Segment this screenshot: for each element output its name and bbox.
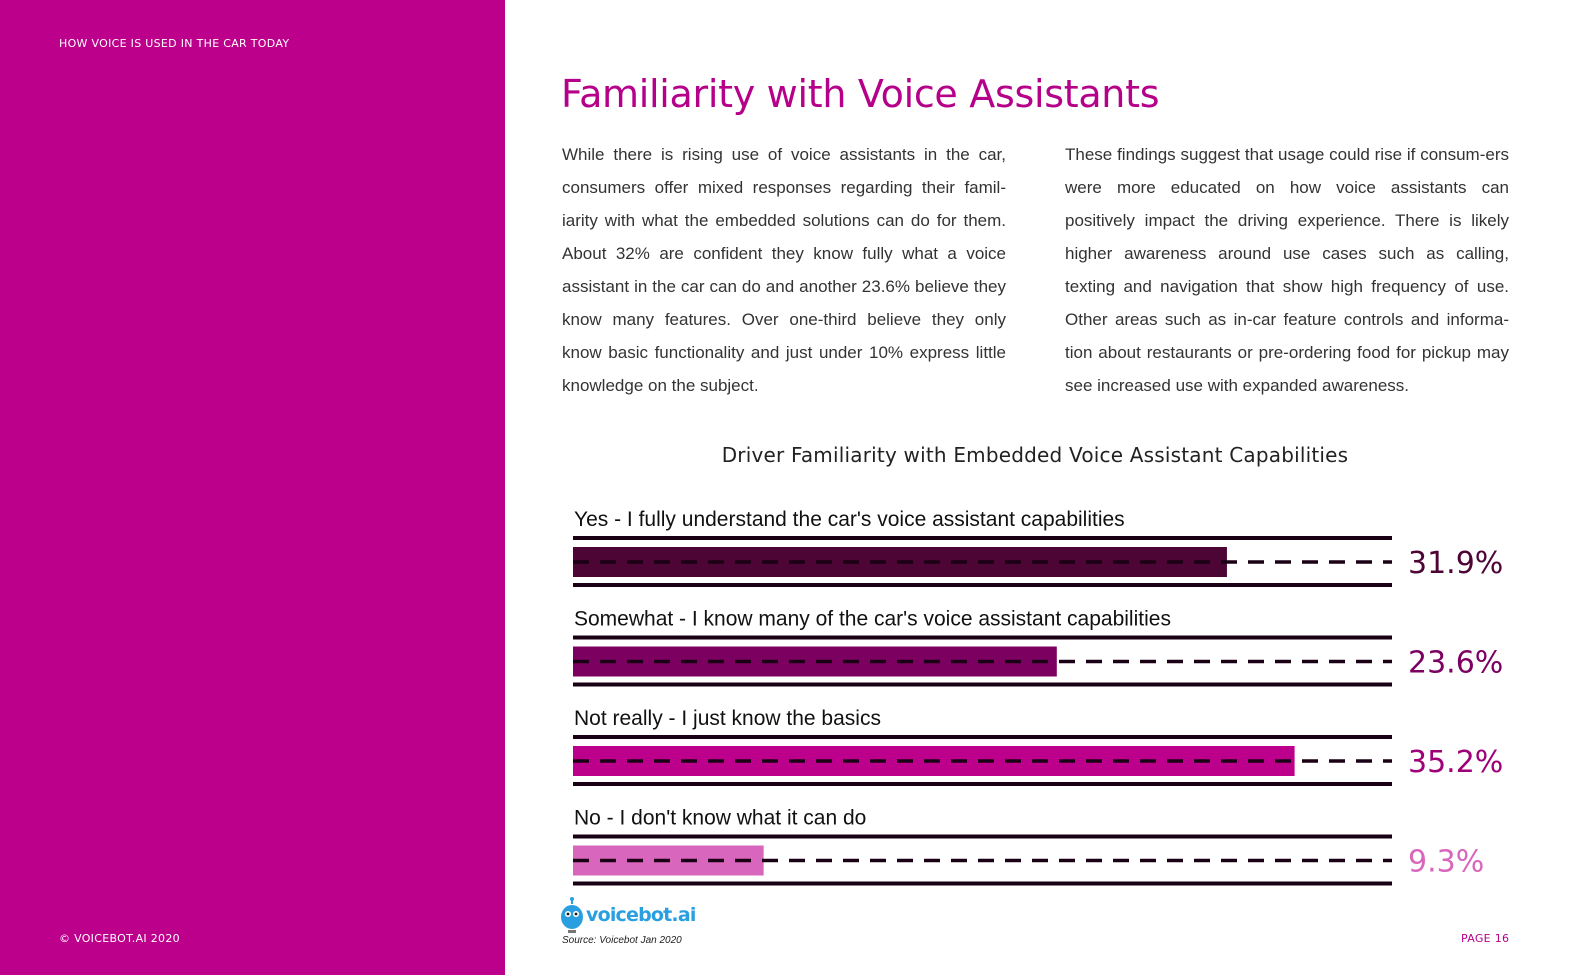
- category-label: Not really - I just know the basics: [574, 707, 881, 730]
- logo-text: voicebot.ai: [586, 904, 696, 926]
- category-label: No - I don't know what it can do: [574, 806, 867, 830]
- source-note: Source: Voicebot Jan 2020: [562, 935, 682, 946]
- value-label: 31.9%: [1408, 546, 1504, 581]
- chart-title: Driver Familiarity with Embedded Voice Assistant Capabilities: [721, 443, 1349, 467]
- voicebot-logo: [560, 896, 696, 934]
- value-label: 35.2%: [1408, 745, 1504, 780]
- body-paragraph-right: These findings suggest that usage could rise if consum-ers were more educated on how voice assistants can positively impact the driving experience. There is likely higher awareness around use cases such as calling, texting and navigation that show high frequency of use. Other areas such as in-car feature controls and informa-tion about restaurants or pre-ordering food for pickup may see increased use with expanded awareness.: [1065, 145, 1509, 395]
- copyright: © VOICEBOT.AI 2020: [59, 932, 180, 945]
- section-label: HOW VOICE IS USED IN THE CAR TODAY: [59, 37, 290, 50]
- page-number: PAGE 16: [1461, 932, 1510, 945]
- robot-mascot-icon: [560, 897, 584, 933]
- category-label: Yes - I fully understand the car's voice assistant capabilities: [574, 508, 1125, 531]
- value-label: 23.6%: [1408, 645, 1504, 681]
- body-paragraph-left: While there is rising use of voice assistants in the car, consumers offer mixed responses regarding their famil-iarity with what the embedded solutions can do for them. About 32% are confident they know fully what a voice assistant in the car can do and another 23.6% believe they know many features. Over one-third believe they only know basic functionality and just under 10% express little knowledge on the subject.: [562, 145, 1006, 395]
- page-title: Familiarity with Voice Assistants: [561, 72, 1160, 116]
- value-label: 9.3%: [1408, 844, 1485, 880]
- category-label: Somewhat - I know many of the car's voice assistant capabilities: [574, 607, 1171, 631]
